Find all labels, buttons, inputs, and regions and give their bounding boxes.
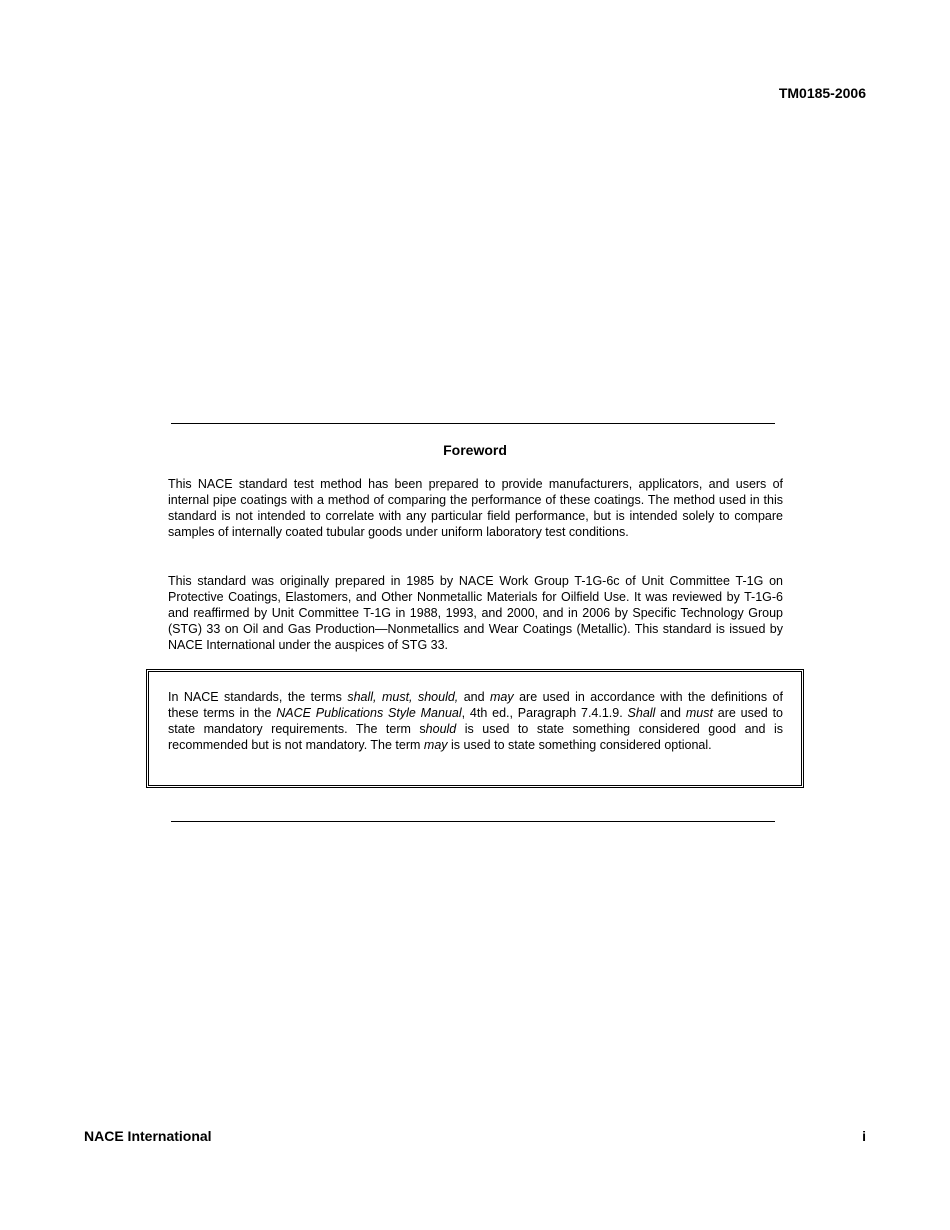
footer-publisher: NACE International (84, 1128, 212, 1144)
notice-text-segment: is used to state something considered optional. (447, 738, 712, 752)
notice-term-shall: Shall (627, 706, 656, 720)
notice-text-segment: and (655, 706, 686, 720)
notice-text-segment: are used to state mandatory requirements. The term s (168, 706, 784, 736)
bottom-divider (171, 821, 775, 822)
foreword-paragraph-1: This NACE standard test method has been prepared to provide manufacturers, applicators, and users of internal pipe coatings with a method of comparing the performance of these coatings. The method used in this standard is not intended to correlate with any particular field performance, but is intended solely to compare samples of internally coated tubular goods under uniform laboratory test conditions. (168, 477, 783, 539)
document-number: TM0185-2006 (778, 85, 866, 101)
notice-term-must: must (685, 706, 713, 720)
notice-text-segment: and (458, 690, 491, 704)
terminology-notice-box (146, 669, 804, 788)
notice-text-segment: In NACE standards, the terms (168, 690, 348, 704)
terminology-notice-text (168, 689, 783, 753)
notice-term-should: hould (425, 722, 457, 736)
notice-text-segment: is used to state something considered good and is recommended but is not mandatory. The term (168, 722, 783, 752)
notice-style-manual-title: NACE Publications Style Manual (276, 706, 462, 720)
notice-text-segment: , 4th ed., Paragraph 7.4.1.9. (461, 706, 628, 720)
foreword-paragraph-2: This standard was originally prepared in 1985 by NACE Work Group T-1G-6c of Unit Committee T-1G on Protective Coatings, Elastomers, and Other Nonmetallic Materials for Oilfield Use. It was reviewed by T-1G-6 and reaffirmed by Unit Committee T-1G in 1988, 1993, and 2000, and in 2006 by Specific Technology Group (STG) 33 on Oil and Gas Production—Nonmetallics and Wear Coatings (Metallic). This standard is issued by NACE International under the auspices of STG 33. (168, 574, 783, 652)
notice-text-segment: are used in accordance with the definitions of these terms in the (168, 690, 783, 720)
foreword-heading: Foreword (443, 442, 507, 458)
notice-term-may: may (490, 690, 514, 704)
notice-term-may-2: may (423, 738, 448, 752)
footer-page-number: i (862, 1128, 866, 1144)
notice-term-list: shall, must, should, (347, 690, 459, 704)
top-divider (171, 423, 775, 424)
